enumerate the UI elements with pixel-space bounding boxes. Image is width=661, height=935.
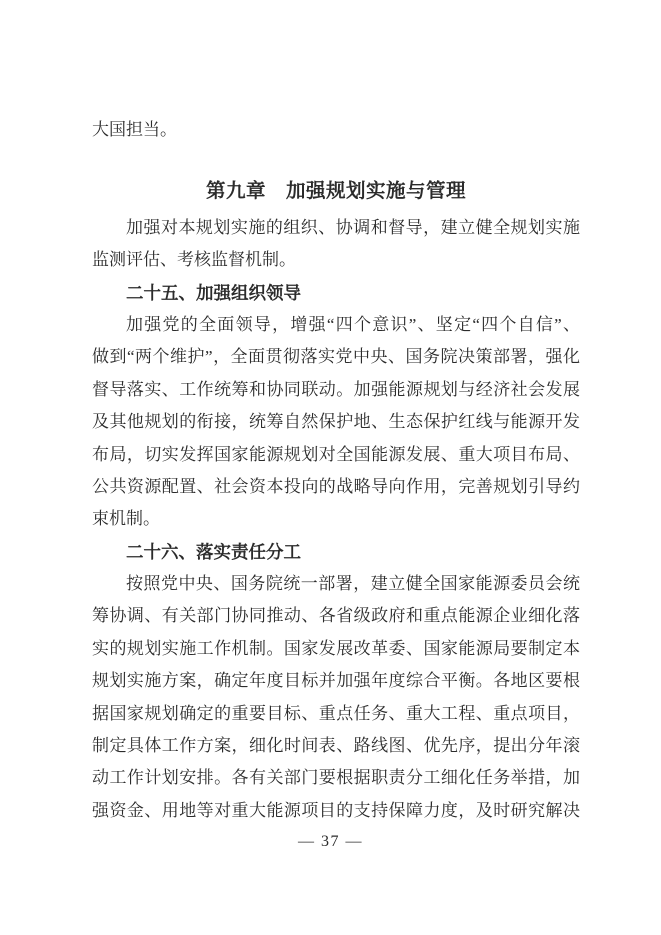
page-number: — 37 — (298, 833, 363, 850)
text-line: 制定具体工作方案，细化时间表、路线图、优先序，提出分年滚 (92, 736, 580, 756)
text-line: 监测评估、考核监督机制。 (92, 250, 296, 270)
text-line: 动工作计划安排。各有关部门要根据职责分工细化任务举措，加 (92, 768, 580, 788)
text-line: 加强党的全面领导，增强“四个意识”、坚定“四个自信”、 (126, 314, 580, 334)
text-line: 按照党中央、国务院统一部署，建立健全国家能源委员会统 (126, 574, 580, 594)
text-line: 布局，切实发挥国家能源规划对全国能源发展、重大项目布局、 (92, 444, 580, 464)
text-line: 大国担当。 (92, 120, 177, 139)
section-heading: 二十六、落实责任分工 (126, 541, 301, 562)
chapter-title: 第九章 加强规划实施与管理 (205, 181, 466, 203)
text-line: 强资金、用地等对重大能源项目的支持保障力度，及时研究解决 (92, 800, 580, 820)
section-heading: 二十五、加强组织领导 (126, 282, 301, 303)
text-line: 公共资源配置、社会资本投向的战略导向作用，完善规划引导约 (92, 476, 580, 496)
text-line: 据国家规划确定的重要目标、重点任务、重大工程、重点项目， (92, 703, 580, 723)
text-line: 规划实施方案，确定年度目标并加强年度综合平衡。各地区要根 (92, 671, 580, 691)
text-line: 督导落实、工作统筹和协同联动。加强能源规划与经济社会发展 (92, 379, 580, 399)
text-line: 筹协调、有关部门协同推动、各省级政府和重点能源企业细化落 (92, 606, 580, 626)
document-body (92, 114, 580, 827)
text-line: 做到“两个维护”，全面贯彻落实党中央、国务院决策部署，强化 (92, 347, 580, 367)
text-line: 束机制。 (92, 509, 160, 529)
text-line: 加强对本规划实施的组织、协调和督导，建立健全规划实施 (126, 217, 580, 237)
text-line: 及其他规划的衔接，统筹自然保护地、生态保护红线与能源开发 (92, 412, 580, 432)
text-line: 实的规划实施工作机制。国家发展改革委、国家能源局要制定本 (92, 638, 580, 658)
